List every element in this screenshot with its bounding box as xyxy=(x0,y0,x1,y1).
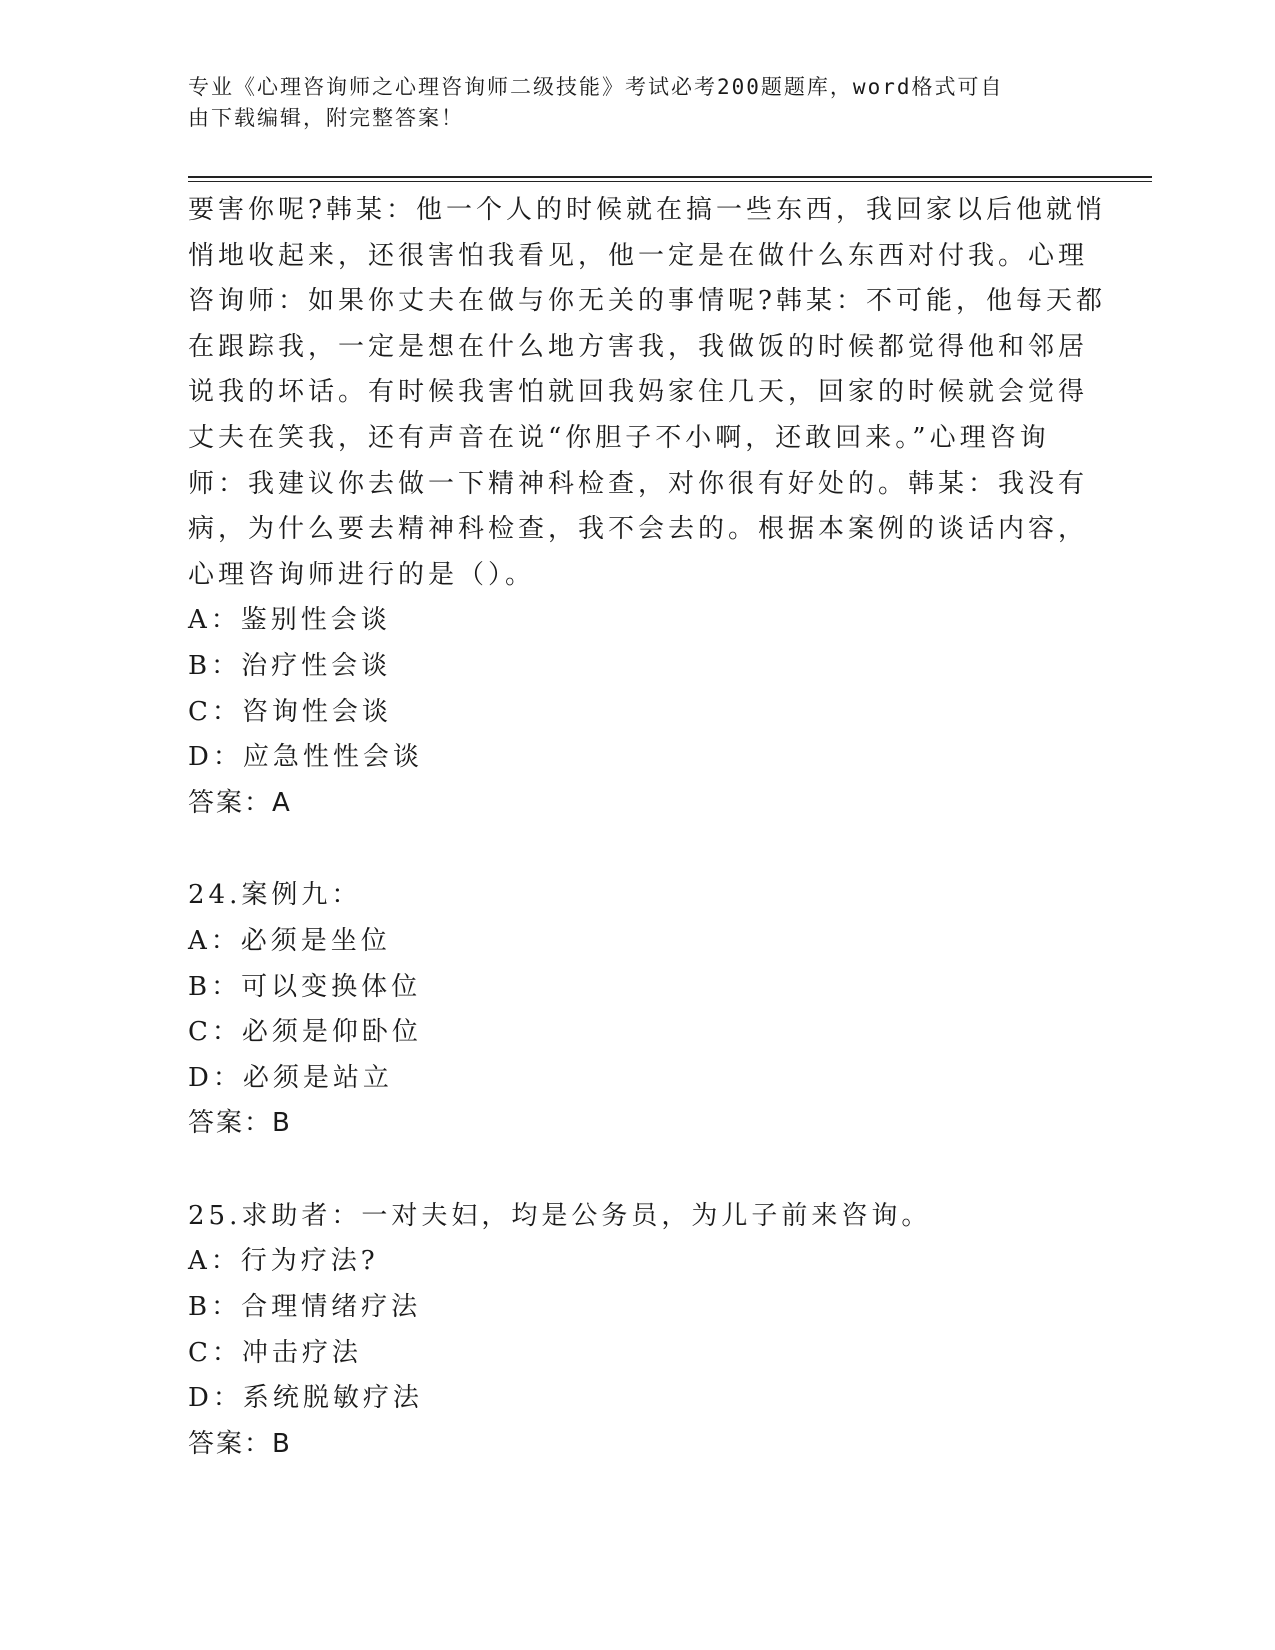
option-d: D：必须是站立 xyxy=(188,1062,393,1093)
answer-line: 答案：B xyxy=(188,1108,292,1139)
header-line-1: 专业《心理咨询师之心理咨询师二级技能》考试必考200题题库，word格式可自 xyxy=(188,75,1004,99)
document-body xyxy=(188,188,1106,1467)
option-b: B：治疗性会谈 xyxy=(188,650,392,681)
option-a: A：行为疗法? xyxy=(188,1246,379,1277)
option-b: B：可以变换体位 xyxy=(188,971,422,1002)
header-line-2: 由下载编辑，附完整答案！ xyxy=(188,106,464,130)
question-stem xyxy=(188,188,1106,598)
question-24 xyxy=(188,873,1088,1147)
stem-line: 心理咨询师进行的是（）。 xyxy=(188,559,536,590)
stem-line: 咨询师：如果你丈夫在做与你无关的事情呢?韩某：不可能，他每天都 xyxy=(188,286,1106,317)
option-a: A：鉴别性会谈 xyxy=(188,605,391,636)
spacer xyxy=(188,1147,1088,1194)
stem-line: 要害你呢?韩某：他一个人的时候就在搞一些东西，我回家以后他就悄 xyxy=(188,195,1106,225)
option-c: C：必须是仰卧位 xyxy=(188,1017,422,1048)
option-d: D：系统脱敏疗法 xyxy=(188,1383,423,1414)
question-23-continued xyxy=(188,188,1106,826)
option-c: C：咨询性会谈 xyxy=(188,696,392,727)
option-b: B：合理情绪疗法 xyxy=(188,1292,422,1323)
answer-line: 答案：B xyxy=(188,1428,292,1459)
stem-line: 悄地收起来，还很害怕我看见，他一定是在做什么东西对付我。心理 xyxy=(188,240,1089,271)
question-stem: 25.求助者：一对夫妇，均是公务员，为儿子前来咨询。 xyxy=(188,1200,932,1231)
stem-line: 病，为什么要去精神科检查，我不会去的。根据本案例的谈话内容， xyxy=(188,514,1089,545)
option-d: D：应急性性会谈 xyxy=(188,742,423,773)
question-25 xyxy=(188,1194,1088,1468)
document-header xyxy=(188,72,1068,134)
header-rule-thin xyxy=(188,181,1152,182)
stem-line: 在跟踪我，一定是想在什么地方害我，我做饭的时候都觉得他和邻居 xyxy=(188,331,1089,362)
stem-line: 师：我建议你去做一下精神科检查，对你很有好处的。韩某：我没有 xyxy=(188,468,1089,499)
question-stem: 24.案例九： xyxy=(188,880,362,911)
option-a: A：必须是坐位 xyxy=(188,925,391,956)
answer-line: 答案：A xyxy=(188,787,292,818)
stem-line: 说我的坏话。有时候我害怕就回我妈家住几天，回家的时候就会觉得 xyxy=(188,377,1089,408)
spacer xyxy=(188,826,1088,873)
header-rule-thick xyxy=(188,176,1152,178)
option-c: C：冲击疗法 xyxy=(188,1337,362,1368)
stem-line: 丈夫在笑我，还有声音在说“你胆子不小啊，还敢回来。”心理咨询 xyxy=(188,422,1050,453)
